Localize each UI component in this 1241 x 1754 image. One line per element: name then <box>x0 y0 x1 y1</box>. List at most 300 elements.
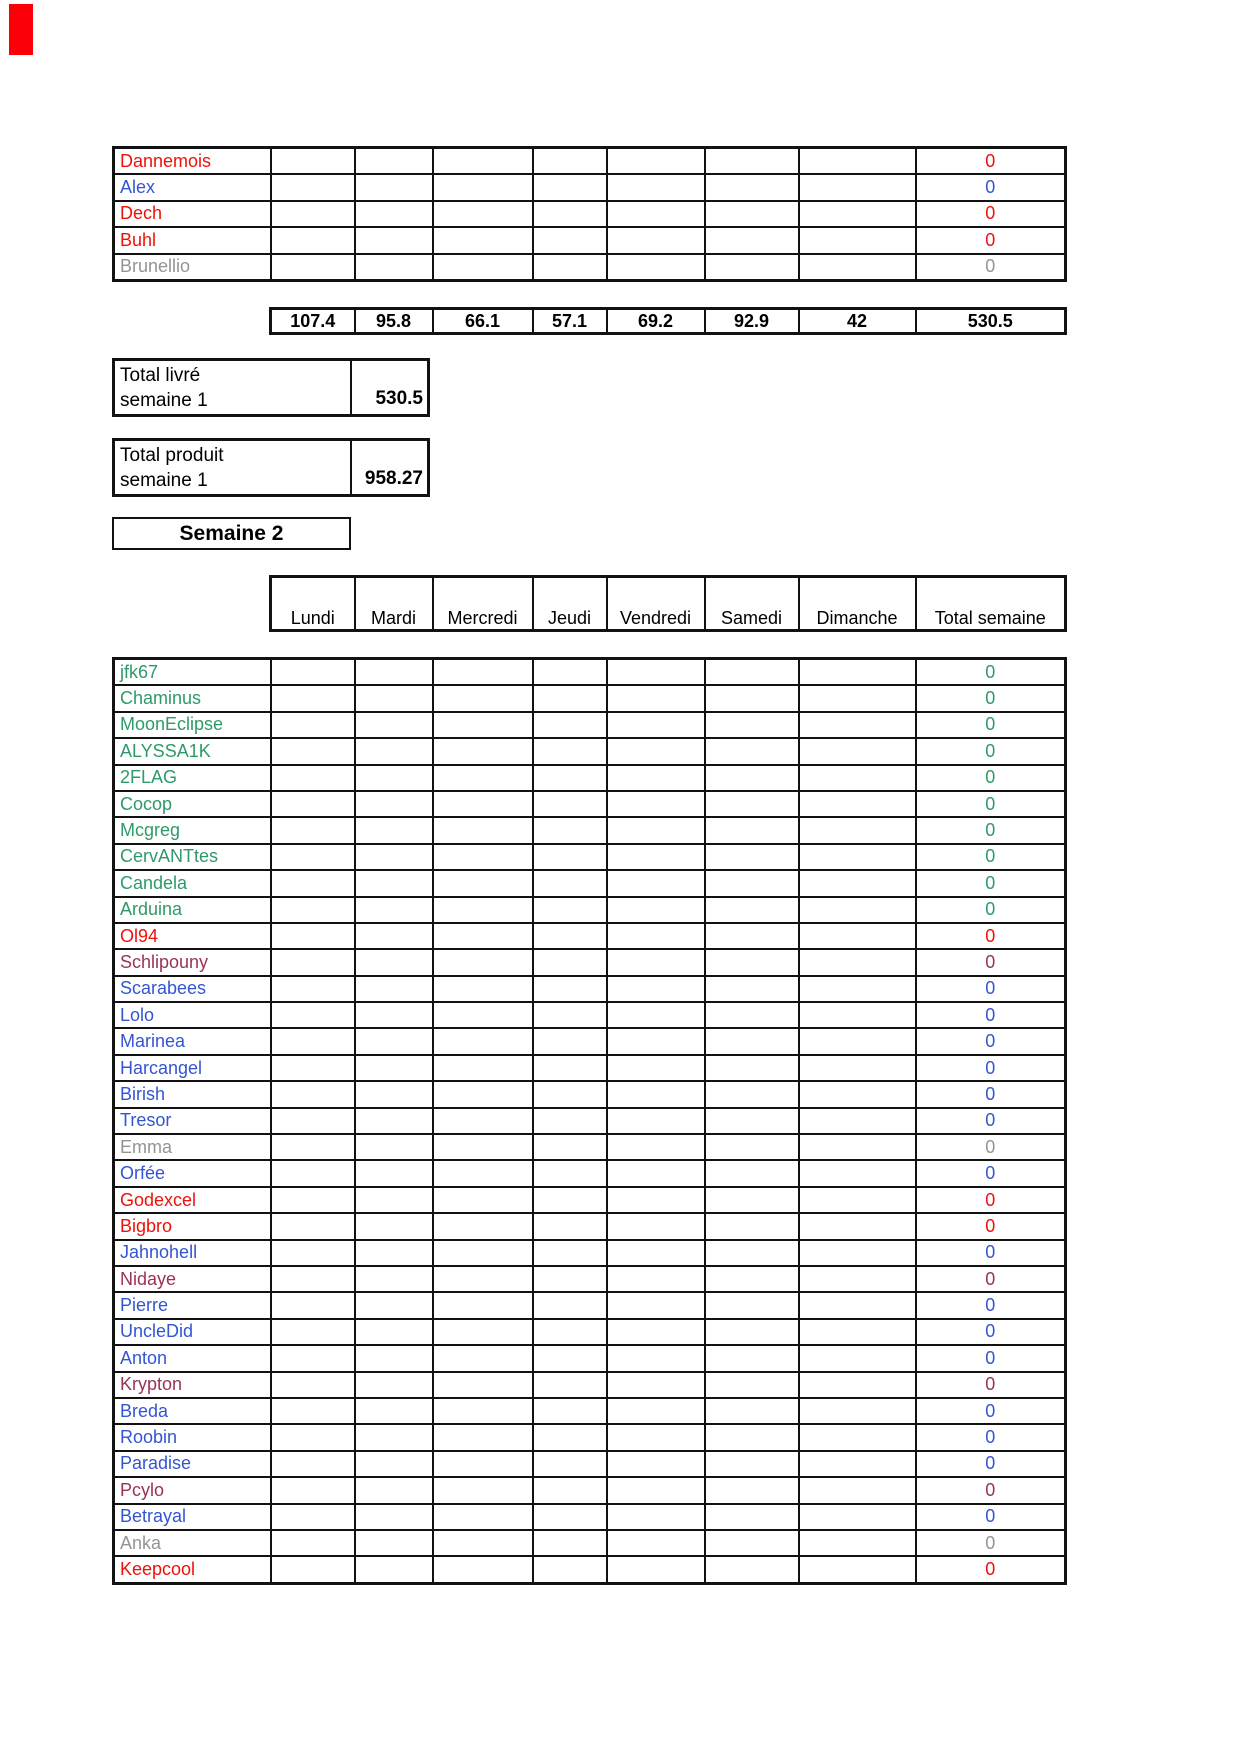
day-value-cell <box>271 1319 355 1345</box>
day-value-cell <box>433 738 533 764</box>
day-value-cell <box>433 685 533 711</box>
day-value-cell <box>355 1451 433 1477</box>
day-value-cell <box>705 738 799 764</box>
day-value-cell <box>705 227 799 253</box>
day-value-cell <box>799 1108 916 1134</box>
day-value-cell <box>799 1266 916 1292</box>
total-semaine-cell: 0 <box>916 1187 1066 1213</box>
day-value-cell <box>271 1292 355 1318</box>
day-value-cell <box>355 817 433 843</box>
total-semaine-cell: 0 <box>916 1266 1066 1292</box>
day-value-cell <box>271 685 355 711</box>
day-value-cell <box>607 1160 705 1186</box>
day-value-cell <box>355 1108 433 1134</box>
day-value-cell <box>799 817 916 843</box>
day-value-cell <box>433 897 533 923</box>
total-value-cell: 66.1 <box>433 309 533 334</box>
week1-names-table <box>112 146 1067 282</box>
total-value-cell: 42 <box>799 309 916 334</box>
day-value-cell <box>533 1372 607 1398</box>
day-value-cell <box>799 791 916 817</box>
total-semaine-cell: 0 <box>916 1081 1066 1107</box>
member-name-cell: Alex <box>114 174 271 200</box>
day-value-cell <box>705 1556 799 1583</box>
day-value-cell <box>705 923 799 949</box>
label-line1: Total produit <box>120 445 224 466</box>
day-value-cell <box>799 1504 916 1530</box>
day-value-cell <box>533 1451 607 1477</box>
day-value-cell <box>705 1240 799 1266</box>
totals-row <box>271 309 1066 334</box>
day-value-cell <box>607 254 705 281</box>
day-value-cell <box>799 254 916 281</box>
day-value-cell <box>355 791 433 817</box>
day-value-cell <box>533 1477 607 1503</box>
table-row <box>114 791 1066 817</box>
week2-title-box <box>112 517 351 550</box>
total-semaine-cell: 0 <box>916 949 1066 975</box>
day-value-cell <box>271 1530 355 1556</box>
total-semaine-cell: 0 <box>916 1028 1066 1054</box>
day-value-cell <box>533 712 607 738</box>
day-header-cell: Dimanche <box>799 577 916 631</box>
day-value-cell <box>607 1398 705 1424</box>
day-value-cell <box>607 174 705 200</box>
member-name-cell: Breda <box>114 1398 271 1424</box>
day-value-cell <box>799 844 916 870</box>
total-semaine-cell: 0 <box>916 1319 1066 1345</box>
day-value-cell <box>433 1556 533 1583</box>
day-value-cell <box>271 949 355 975</box>
day-value-cell <box>607 1424 705 1450</box>
member-name-cell: Marinea <box>114 1028 271 1054</box>
total-semaine-cell: 0 <box>916 1424 1066 1450</box>
table-row <box>114 1451 1066 1477</box>
day-value-cell <box>533 1556 607 1583</box>
table-row <box>114 712 1066 738</box>
day-value-cell <box>607 897 705 923</box>
day-value-cell <box>433 1504 533 1530</box>
day-value-cell <box>533 174 607 200</box>
day-value-cell <box>799 1556 916 1583</box>
day-value-cell <box>355 148 433 175</box>
day-value-cell <box>533 1187 607 1213</box>
member-name-cell: Buhl <box>114 227 271 253</box>
day-value-cell <box>355 201 433 227</box>
day-value-cell <box>271 201 355 227</box>
day-value-cell <box>705 174 799 200</box>
member-name-cell: Pcylo <box>114 1477 271 1503</box>
day-value-cell <box>533 1055 607 1081</box>
day-value-cell <box>355 870 433 896</box>
table-row <box>114 1160 1066 1186</box>
total-semaine-cell: 0 <box>916 976 1066 1002</box>
day-value-cell <box>355 949 433 975</box>
day-value-cell <box>607 817 705 843</box>
day-value-cell <box>433 844 533 870</box>
day-value-cell <box>271 1345 355 1371</box>
day-value-cell <box>607 227 705 253</box>
day-value-cell <box>433 976 533 1002</box>
total-semaine-cell: 0 <box>916 817 1066 843</box>
day-value-cell <box>607 1319 705 1345</box>
day-value-cell <box>799 685 916 711</box>
member-name-cell: Birish <box>114 1081 271 1107</box>
day-value-cell <box>271 148 355 175</box>
day-value-cell <box>355 765 433 791</box>
total-semaine-cell: 0 <box>916 1345 1066 1371</box>
day-value-cell <box>533 897 607 923</box>
day-value-cell <box>533 870 607 896</box>
table-row <box>114 1372 1066 1398</box>
total-semaine-cell: 0 <box>916 227 1066 253</box>
week2-names-table <box>112 657 1067 1585</box>
day-value-cell <box>355 738 433 764</box>
day-value-cell <box>705 1055 799 1081</box>
day-value-cell <box>799 1160 916 1186</box>
day-value-cell <box>355 1398 433 1424</box>
day-value-cell <box>533 1398 607 1424</box>
day-value-cell <box>607 148 705 175</box>
day-value-cell <box>607 1530 705 1556</box>
day-value-cell <box>533 1028 607 1054</box>
day-value-cell <box>607 1556 705 1583</box>
member-name-cell: 2FLAG <box>114 765 271 791</box>
day-value-cell <box>433 1398 533 1424</box>
day-value-cell <box>533 254 607 281</box>
day-value-cell <box>799 765 916 791</box>
day-value-cell <box>799 949 916 975</box>
member-name-cell: jfk67 <box>114 659 271 686</box>
day-value-cell <box>271 870 355 896</box>
day-value-cell <box>355 1187 433 1213</box>
day-value-cell <box>433 1002 533 1028</box>
day-value-cell <box>607 1345 705 1371</box>
day-value-cell <box>355 1372 433 1398</box>
day-header-cell: Samedi <box>705 577 799 631</box>
day-value-cell <box>355 1292 433 1318</box>
total-semaine-cell: 0 <box>916 174 1066 200</box>
day-value-cell <box>607 844 705 870</box>
table-row <box>114 870 1066 896</box>
day-value-cell <box>433 254 533 281</box>
day-value-cell <box>607 1266 705 1292</box>
day-value-cell <box>705 1451 799 1477</box>
total-semaine-cell: 0 <box>916 1002 1066 1028</box>
table-row <box>114 1398 1066 1424</box>
day-header-cell: Total semaine <box>916 577 1066 631</box>
member-name-cell: Candela <box>114 870 271 896</box>
day-value-cell <box>705 1292 799 1318</box>
day-value-cell <box>271 1002 355 1028</box>
day-value-cell <box>799 1477 916 1503</box>
day-value-cell <box>705 1187 799 1213</box>
day-value-cell <box>355 923 433 949</box>
day-value-cell <box>705 1530 799 1556</box>
day-value-cell <box>705 148 799 175</box>
day-value-cell <box>533 1319 607 1345</box>
day-value-cell <box>799 1240 916 1266</box>
member-name-cell: UncleDid <box>114 1319 271 1345</box>
member-name-cell: Chaminus <box>114 685 271 711</box>
day-value-cell <box>533 1213 607 1239</box>
day-value-cell <box>271 1451 355 1477</box>
member-name-cell: Pierre <box>114 1292 271 1318</box>
summary-row <box>114 440 429 496</box>
day-value-cell <box>271 1477 355 1503</box>
day-value-cell <box>433 1345 533 1371</box>
day-value-cell <box>271 791 355 817</box>
day-value-cell <box>705 817 799 843</box>
label-line2: semaine 1 <box>120 470 208 491</box>
day-value-cell <box>433 791 533 817</box>
day-value-cell <box>607 923 705 949</box>
total-semaine-cell: 0 <box>916 844 1066 870</box>
day-value-cell <box>355 659 433 686</box>
label-line1: Total livré <box>120 365 201 386</box>
table-row <box>114 844 1066 870</box>
day-value-cell <box>355 712 433 738</box>
day-value-cell <box>799 1002 916 1028</box>
day-header-cell: Vendredi <box>607 577 705 631</box>
member-name-cell: Ol94 <box>114 923 271 949</box>
table-row <box>114 765 1066 791</box>
member-name-cell: MoonEclipse <box>114 712 271 738</box>
day-value-cell <box>271 976 355 1002</box>
member-name-cell: Anton <box>114 1345 271 1371</box>
day-value-cell <box>705 949 799 975</box>
total-semaine-cell: 0 <box>916 1556 1066 1583</box>
table-row <box>114 738 1066 764</box>
day-value-cell <box>533 1504 607 1530</box>
table-row <box>114 1134 1066 1160</box>
table-row <box>114 1530 1066 1556</box>
day-value-cell <box>705 791 799 817</box>
day-value-cell <box>355 1160 433 1186</box>
day-value-cell <box>355 1002 433 1028</box>
day-value-cell <box>271 1055 355 1081</box>
day-value-cell <box>533 817 607 843</box>
day-value-cell <box>799 201 916 227</box>
table-row <box>114 1477 1066 1503</box>
day-header-row <box>271 577 1066 631</box>
day-value-cell <box>533 791 607 817</box>
day-value-cell <box>533 1160 607 1186</box>
day-value-cell <box>433 1292 533 1318</box>
day-value-cell <box>533 765 607 791</box>
day-value-cell <box>433 1028 533 1054</box>
day-value-cell <box>705 844 799 870</box>
day-value-cell <box>705 976 799 1002</box>
day-value-cell <box>705 1477 799 1503</box>
member-name-cell: Scarabees <box>114 976 271 1002</box>
day-value-cell <box>607 870 705 896</box>
day-value-cell <box>799 1319 916 1345</box>
member-name-cell: Orfée <box>114 1160 271 1186</box>
total-value-cell: 92.9 <box>705 309 799 334</box>
day-value-cell <box>799 1292 916 1318</box>
day-header-cell: Jeudi <box>533 577 607 631</box>
day-value-cell <box>433 817 533 843</box>
day-value-cell <box>433 1213 533 1239</box>
table-row <box>114 685 1066 711</box>
day-value-cell <box>433 1160 533 1186</box>
day-value-cell <box>705 254 799 281</box>
day-value-cell <box>355 1081 433 1107</box>
day-value-cell <box>705 1504 799 1530</box>
day-value-cell <box>433 1451 533 1477</box>
day-value-cell <box>433 923 533 949</box>
day-value-cell <box>271 844 355 870</box>
member-name-cell: Arduina <box>114 897 271 923</box>
member-name-cell: Roobin <box>114 1424 271 1450</box>
day-value-cell <box>355 1055 433 1081</box>
day-header-cell: Lundi <box>271 577 355 631</box>
day-value-cell <box>533 685 607 711</box>
day-value-cell <box>705 897 799 923</box>
day-value-cell <box>607 949 705 975</box>
day-value-cell <box>433 1081 533 1107</box>
day-value-cell <box>799 1187 916 1213</box>
member-name-cell: Keepcool <box>114 1556 271 1583</box>
day-value-cell <box>533 148 607 175</box>
day-value-cell <box>433 765 533 791</box>
day-value-cell <box>799 738 916 764</box>
day-value-cell <box>607 1134 705 1160</box>
table-row <box>114 1028 1066 1054</box>
day-value-cell <box>271 712 355 738</box>
day-value-cell <box>799 870 916 896</box>
day-value-cell <box>705 1160 799 1186</box>
member-name-cell: Dech <box>114 201 271 227</box>
day-value-cell <box>533 227 607 253</box>
day-value-cell <box>355 254 433 281</box>
total-semaine-cell: 0 <box>916 201 1066 227</box>
day-value-cell <box>705 1266 799 1292</box>
day-value-cell <box>355 174 433 200</box>
day-value-cell <box>607 1240 705 1266</box>
day-value-cell <box>355 1530 433 1556</box>
total-value-cell: 107.4 <box>271 309 355 334</box>
table-row <box>114 1292 1066 1318</box>
day-value-cell <box>705 1081 799 1107</box>
table-row <box>114 897 1066 923</box>
day-value-cell <box>533 1266 607 1292</box>
table-row <box>114 1240 1066 1266</box>
day-value-cell <box>433 659 533 686</box>
day-value-cell <box>799 174 916 200</box>
day-value-cell <box>607 976 705 1002</box>
total-semaine-cell: 0 <box>916 1160 1066 1186</box>
total-produit-box <box>112 438 430 497</box>
total-semaine-cell: 0 <box>916 1134 1066 1160</box>
total-semaine-cell: 0 <box>916 1372 1066 1398</box>
day-value-cell <box>271 1134 355 1160</box>
day-value-cell <box>705 1213 799 1239</box>
day-value-cell <box>533 659 607 686</box>
day-value-cell <box>271 1556 355 1583</box>
day-value-cell <box>705 1398 799 1424</box>
day-value-cell <box>799 1372 916 1398</box>
day-value-cell <box>799 897 916 923</box>
day-value-cell <box>533 923 607 949</box>
day-value-cell <box>271 659 355 686</box>
member-name-cell: Dannemois <box>114 148 271 175</box>
day-value-cell <box>271 1504 355 1530</box>
table-row <box>114 976 1066 1002</box>
day-value-cell <box>355 844 433 870</box>
day-value-cell <box>355 897 433 923</box>
day-value-cell <box>271 817 355 843</box>
day-value-cell <box>271 1424 355 1450</box>
day-value-cell <box>607 1108 705 1134</box>
table-row <box>114 254 1066 281</box>
total-livre-value: 530.5 <box>351 360 429 416</box>
day-value-cell <box>607 791 705 817</box>
table-row <box>114 201 1066 227</box>
summary-row <box>114 360 429 416</box>
day-value-cell <box>433 949 533 975</box>
table-row <box>114 174 1066 200</box>
day-value-cell <box>271 897 355 923</box>
table-row <box>114 1108 1066 1134</box>
total-semaine-cell: 0 <box>916 712 1066 738</box>
day-value-cell <box>355 1556 433 1583</box>
total-semaine-cell: 0 <box>916 897 1066 923</box>
day-value-cell <box>607 1187 705 1213</box>
day-value-cell <box>433 201 533 227</box>
day-value-cell <box>433 1108 533 1134</box>
day-value-cell <box>433 1372 533 1398</box>
day-value-cell <box>705 201 799 227</box>
day-value-cell <box>271 1398 355 1424</box>
day-value-cell <box>271 1240 355 1266</box>
day-value-cell <box>799 227 916 253</box>
day-value-cell <box>607 1504 705 1530</box>
member-name-cell: Lolo <box>114 1002 271 1028</box>
table-row <box>114 1345 1066 1371</box>
day-value-cell <box>271 1266 355 1292</box>
day-value-cell <box>271 1160 355 1186</box>
table-row <box>114 1081 1066 1107</box>
day-value-cell <box>355 1345 433 1371</box>
day-value-cell <box>271 1187 355 1213</box>
day-value-cell <box>533 976 607 1002</box>
total-semaine-cell: 0 <box>916 738 1066 764</box>
day-value-cell <box>607 1372 705 1398</box>
table-row <box>114 1002 1066 1028</box>
member-name-cell: Brunellio <box>114 254 271 281</box>
member-name-cell: Schlipouny <box>114 949 271 975</box>
day-value-cell <box>607 685 705 711</box>
day-value-cell <box>705 1319 799 1345</box>
day-value-cell <box>355 227 433 253</box>
day-value-cell <box>799 1424 916 1450</box>
day-value-cell <box>355 1424 433 1450</box>
day-value-cell <box>705 1002 799 1028</box>
day-value-cell <box>607 1002 705 1028</box>
day-value-cell <box>607 1292 705 1318</box>
total-semaine-cell: 0 <box>916 659 1066 686</box>
day-value-cell <box>799 659 916 686</box>
total-produit-label <box>114 440 351 496</box>
day-value-cell <box>355 1213 433 1239</box>
member-name-cell: Mcgreg <box>114 817 271 843</box>
total-value-cell: 95.8 <box>355 309 433 334</box>
day-value-cell <box>433 227 533 253</box>
day-value-cell <box>271 174 355 200</box>
table-row <box>114 1504 1066 1530</box>
